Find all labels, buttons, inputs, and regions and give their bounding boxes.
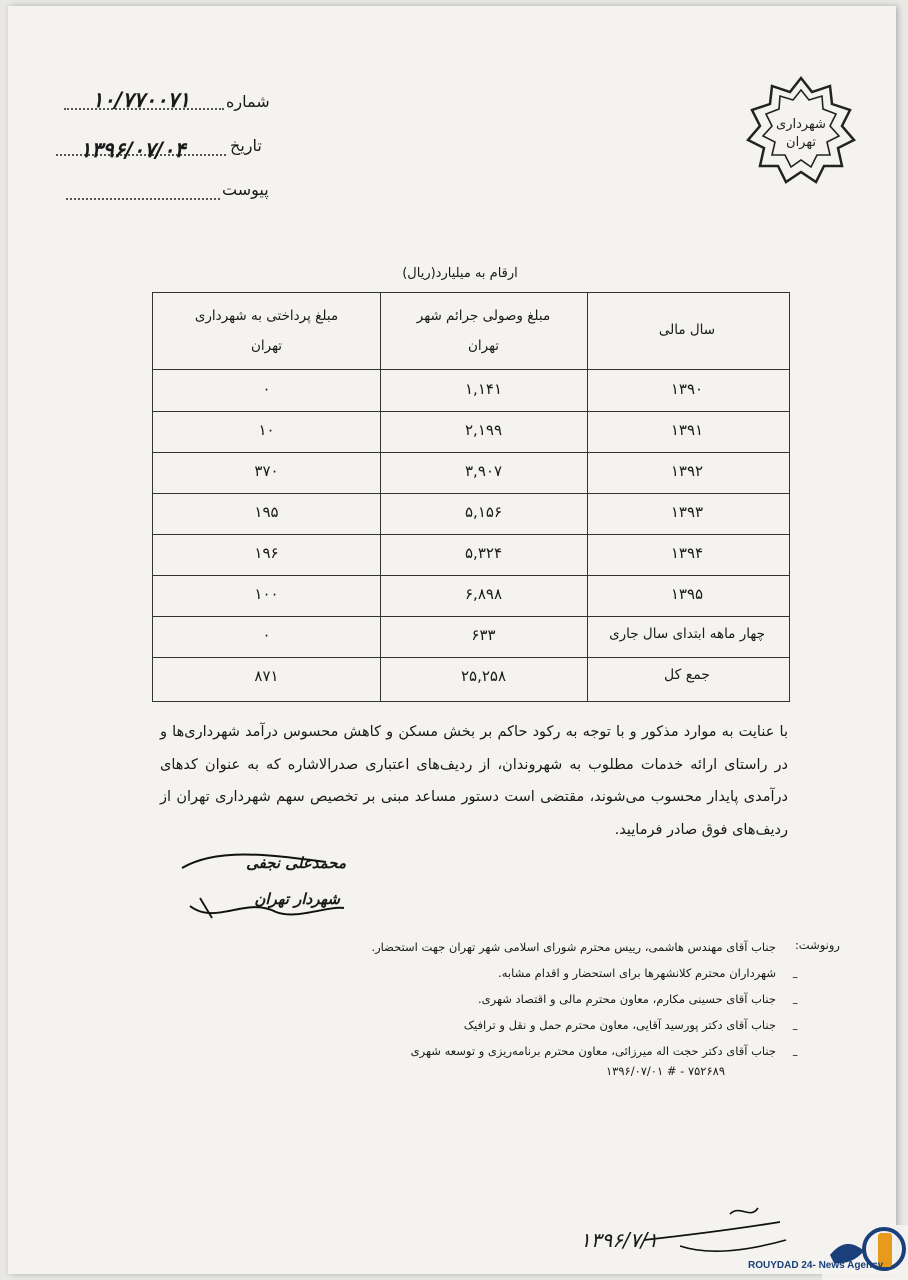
row-total-collected: ۲۵,۲۵۸ xyxy=(460,667,507,685)
news-agency-watermark-logo xyxy=(822,1225,908,1280)
body-paragraph: با عنایت به موارد مذکور و با توجه به رکود حاکم بر بخش مسکن و کاهش محسوس درآمد شهرداری‌ها و در راستای ارائه خدمات مطلوب به شهروندان، از ردیف‌های اعتباری صدرالاشاره که به عنوان کدهای درآمدی پایدار محسوب می‌شوند، مقتضی است دستور مساعد مبنی بر تخصیص سهم شهرداری تهران از ردیف‌های فوق صادر فرمایید. xyxy=(160,724,788,838)
table-caption: ارقام به میلیارد(ریال) xyxy=(402,266,518,281)
table-row-divider xyxy=(153,534,789,535)
row-collected: ۲,۱۹۹ xyxy=(465,421,502,439)
row-year: ۱۳۹۳ xyxy=(670,503,704,521)
number-value: ۱۰/۷۷۰۰۷۱ xyxy=(92,88,190,112)
cc-item-text: جناب آقای دکتر پورسید آقایی، معاون محترم حمل و نقل و ترافیک xyxy=(463,1018,776,1032)
row-collected: ۶,۸۹۸ xyxy=(465,585,502,603)
cc-dash: – xyxy=(792,1048,798,1062)
date-value: ۱۳۹۶/۰۷/۰۴ xyxy=(80,138,186,162)
row-collected: ۳,۹۰۷ xyxy=(465,462,502,480)
table-row-divider xyxy=(153,493,789,494)
row-year: ۱۳۹۲ xyxy=(670,462,704,480)
cc-item xyxy=(216,992,798,1018)
table-row-divider xyxy=(153,452,789,453)
cc-reference: ۷۵۲۶۸۹ - # ۱۳۹۶/۰۷/۰۱ xyxy=(606,1064,725,1078)
date-label: تاریخ xyxy=(230,136,262,155)
row-total-paid: ۸۷۱ xyxy=(254,667,279,685)
cc-dash: – xyxy=(792,1022,798,1036)
header-paid-line2: تهران xyxy=(250,338,283,354)
row-paid: ۱۹۵ xyxy=(254,503,279,521)
row-collected: ۵,۳۲۴ xyxy=(465,544,502,562)
tehran-municipality-logo xyxy=(744,74,858,188)
logo-text-line1: شهرداری xyxy=(776,117,826,132)
header-collected-line2: تهران xyxy=(467,338,500,354)
attachment-label: پیوست xyxy=(222,180,269,199)
attachment-dotted-line xyxy=(66,198,220,200)
watermark-caption: ROUYDAD 24- News Agency xyxy=(748,1260,884,1271)
table-row-divider xyxy=(153,575,789,576)
header-collected-line1: مبلغ وصولی جرائم شهر xyxy=(416,308,551,324)
row-paid: ۱۹۶ xyxy=(254,544,279,562)
table-row-divider xyxy=(153,657,789,658)
handwritten-date: ۱۳۹۶/۷/۱ xyxy=(580,1228,658,1252)
row-paid: ۰ xyxy=(262,626,271,644)
logo-text-line2: تهران xyxy=(786,135,816,150)
number-label: شماره xyxy=(226,92,270,111)
fines-table xyxy=(152,292,790,702)
cc-item-text: جناب آقای دکتر حجت اله میرزائی، معاون محترم برنامه‌ریزی و توسعه شهری xyxy=(410,1044,776,1058)
header-paid-line1: مبلغ پرداختی به شهرداری xyxy=(194,308,339,324)
table-row-divider xyxy=(153,369,789,370)
row-year: ۱۳۹۱ xyxy=(670,421,704,439)
row-year: ۱۳۹۵ xyxy=(670,585,704,603)
row-collected: ۱,۱۴۱ xyxy=(465,380,502,398)
cc-dash: – xyxy=(792,996,798,1010)
signer-title: شهردار تهران xyxy=(254,890,340,908)
cc-dash: – xyxy=(792,970,798,984)
bottom-handwriting-scribble xyxy=(640,1200,790,1260)
cc-item xyxy=(216,966,798,992)
signer-name: محمدعلی نجفی xyxy=(246,854,346,872)
row-collected: ۶۳۳ xyxy=(471,626,496,644)
cc-list xyxy=(216,940,798,1070)
row-year: ۱۳۹۰ xyxy=(670,380,704,398)
cc-item-text: جناب آقای مهندس هاشمی، رییس محترم شورای اسلامی شهر تهران جهت استحضار. xyxy=(371,940,776,954)
row-year: ۱۳۹۴ xyxy=(670,544,704,562)
cc-item-text: شهرداران محترم کلانشهرها برای استحضار و اقدام مشابه. xyxy=(498,966,776,980)
row-paid: ۰ xyxy=(262,380,271,398)
row-paid: ۱۰ xyxy=(258,421,275,439)
row-paid: ۱۰۰ xyxy=(254,585,279,603)
row-year: چهار ماهه ابتدای سال جاری xyxy=(609,626,765,642)
table-row-divider xyxy=(153,616,789,617)
signature-block xyxy=(176,846,346,926)
row-collected: ۵,۱۵۶ xyxy=(465,503,502,521)
cc-item xyxy=(216,940,776,966)
cc-label: رونوشت: xyxy=(794,938,840,952)
row-total-label: جمع کل xyxy=(664,667,710,683)
cc-item-text: جناب آقای حسینی مکارم، معاون محترم مالی و اقتصاد شهری. xyxy=(477,992,776,1006)
table-row-divider xyxy=(153,411,789,412)
header-year: سال مالی xyxy=(658,322,716,338)
cc-item xyxy=(216,1018,798,1044)
row-paid: ۳۷۰ xyxy=(254,462,279,480)
